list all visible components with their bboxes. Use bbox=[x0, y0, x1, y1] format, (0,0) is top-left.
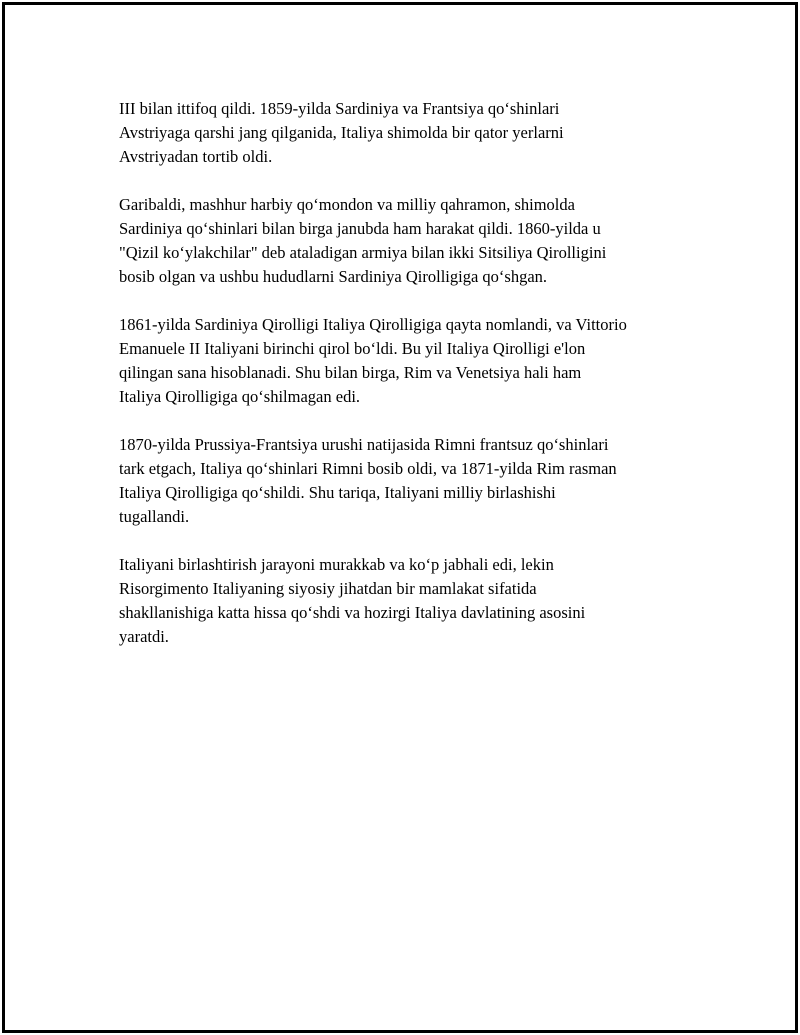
paragraph-1 bbox=[119, 97, 709, 169]
text-line: tugallandi. bbox=[119, 507, 190, 526]
text-line: shakllanishiga katta hissa qo‘shdi va hozirgi Italiya davlatining asosini bbox=[119, 603, 586, 622]
text-line: 1861-yilda Sardiniya Qirolligi Italiya Qirolligiga qayta nomlandi, va Vittorio bbox=[119, 315, 627, 334]
text-line: Avstriyaga qarshi jang qilganida, Italiya shimolda bir qator yerlarni bbox=[119, 123, 564, 142]
text-line: Italiya Qirolligiga qo‘shildi. Shu tariqa, Italiyani milliy birlashishi bbox=[119, 483, 556, 502]
text-line: Avstriyadan tortib oldi. bbox=[119, 147, 273, 166]
text-line: Emanuele II Italiyani birinchi qirol bo‘ldi. Bu yil Italiya Qirolligi e'lon bbox=[119, 339, 586, 358]
text-line: yaratdi. bbox=[119, 627, 169, 646]
paragraph-4 bbox=[119, 433, 709, 529]
text-line: tark etgach, Italiya qo‘shinlari Rimni bosib oldi, va 1871-yilda Rim rasman bbox=[119, 459, 617, 478]
text-line: 1870-yilda Prussiya-Frantsiya urushi natijasida Rimni frantsuz qo‘shinlari bbox=[119, 435, 609, 454]
paragraph-5 bbox=[119, 553, 709, 649]
text-line: Risorgimento Italiyaning siyosiy jihatdan bir mamlakat sifatida bbox=[119, 579, 537, 598]
text-line: Sardiniya qo‘shinlari bilan birga janubda ham harakat qildi. 1860-yilda u bbox=[119, 219, 601, 238]
text-line: qilingan sana hisoblanadi. Shu bilan birga, Rim va Venetsiya hali ham bbox=[119, 363, 582, 382]
text-line: Italiyani birlashtirish jarayoni murakkab va ko‘p jabhali edi, lekin bbox=[119, 555, 554, 574]
page-frame bbox=[2, 2, 798, 1033]
text-line: Garibaldi, mashhur harbiy qo‘mondon va milliy qahramon, shimolda bbox=[119, 195, 575, 214]
paragraph-3 bbox=[119, 313, 709, 409]
text-line: "Qizil ko‘ylakchilar" deb ataladigan armiya bilan ikki Sitsiliya Qirolligini bbox=[119, 243, 607, 262]
text-line: III bilan ittifoq qildi. 1859-yilda Sardiniya va Frantsiya qo‘shinlari bbox=[119, 99, 560, 118]
text-line: Italiya Qirolligiga qo‘shilmagan edi. bbox=[119, 387, 361, 406]
paragraph-2 bbox=[119, 193, 709, 289]
text-line: bosib olgan va ushbu hududlarni Sardiniya Qirolligiga qo‘shgan. bbox=[119, 267, 548, 286]
document-body bbox=[119, 97, 709, 673]
